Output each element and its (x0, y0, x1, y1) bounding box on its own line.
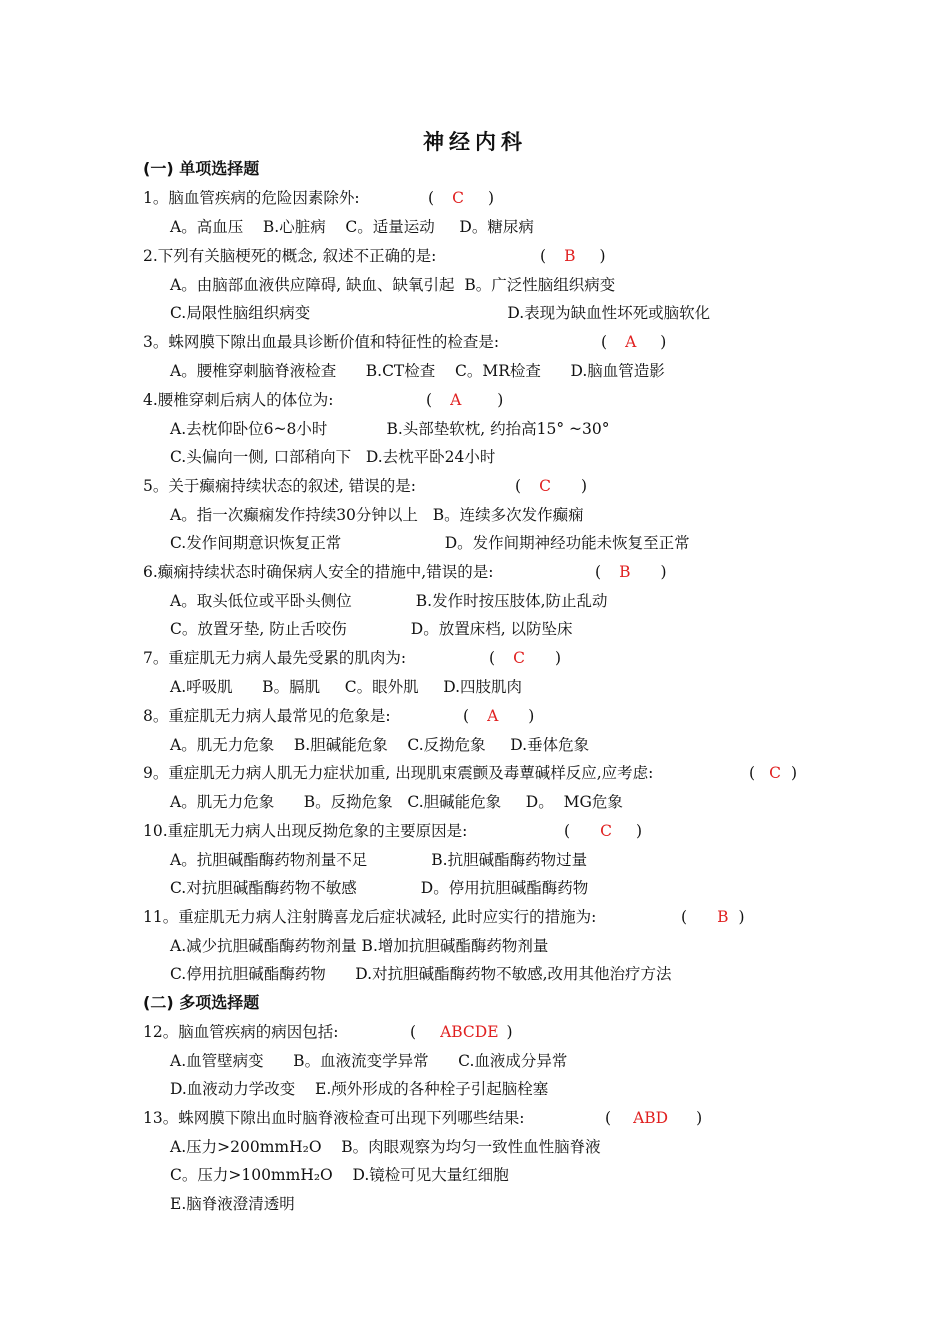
question-stem: 2.下列有关脑梗死的概念, 叙述不正确的是: ( B ) (143, 247, 606, 265)
option-line: A。腰椎穿刺脑脊液检查 B.CT检查 C。MR检查 D.脑血管造影 (170, 362, 665, 380)
option-line: A.去枕仰卧位6~8小时 B.头部垫软枕, 约抬高15° ~30° (170, 420, 610, 438)
question-stem: 9。重症肌无力病人肌无力症状加重, 出现肌束震颤及毒蕈碱样反应,应考虑: ( C ) (143, 764, 797, 782)
answer-key: A (487, 707, 499, 725)
option-line: C.发作间期意识恢复正常 D。发作间期神经功能未恢复至正常 (170, 534, 690, 552)
question-stem: 5。关于癫痫持续状态的叙述, 错误的是: ( C ) (143, 477, 587, 495)
section-heading-multiple-choice: (二) 多项选择题 (143, 993, 260, 1012)
question-stem: 10.重症肌无力病人出现反拗危象的主要原因是: ( C ) (143, 822, 642, 840)
answer-key: B (564, 247, 576, 265)
option-line: C。放置牙垫, 防止舌咬伤 D。放置床档, 以防坠床 (170, 620, 573, 638)
option-line: C。压力>100mmH₂O D.镜检可见大量红细胞 (170, 1166, 509, 1184)
option-line: C.头偏向一侧, 口部稍向下 D.去枕平卧24小时 (170, 448, 496, 466)
option-line: A.血管壁病变 B。血液流变学异常 C.血液成分异常 (170, 1052, 568, 1070)
answer-key: A (625, 333, 637, 351)
option-line: A。由脑部血液供应障碍, 缺血、缺氧引起 B。广泛性脑组织病变 (170, 276, 616, 294)
answer-key: C (539, 477, 551, 495)
option-line: C.对抗胆碱酯酶药物不敏感 D。停用抗胆碱酯酶药物 (170, 879, 589, 897)
answer-key: B (619, 563, 631, 581)
option-line: A。高血压 B.心脏病 C。适量运动 D。糖尿病 (170, 218, 534, 236)
option-line: A。取头低位或平卧头侧位 B.发作时按压肢体,防止乱动 (170, 592, 608, 610)
section-heading-single-choice: (一) 单项选择题 (143, 159, 260, 178)
question-stem: 6.癫痫持续状态时确保病人安全的措施中,错误的是: ( B ) (143, 563, 667, 581)
answer-key: ABCDE (440, 1023, 499, 1041)
option-line: A.呼吸肌 B。膈肌 C。眼外肌 D.四肢肌肉 (170, 678, 523, 696)
page-title: 神经内科 (423, 129, 527, 154)
option-line: D.血液动力学改变 E.颅外形成的各种栓子引起脑栓塞 (170, 1080, 549, 1098)
question-stem: 13。蛛网膜下隙出血时脑脊液检查可出现下列哪些结果: ( ABD ) (143, 1109, 703, 1127)
answer-key: C (600, 822, 612, 840)
question-stem: 8。重症肌无力病人最常见的危象是: ( A ) (143, 707, 535, 725)
option-line: A。抗胆碱酯酶药物剂量不足 B.抗胆碱酯酶药物过量 (170, 851, 588, 869)
question-stem: 12。脑血管疾病的病因包括: ( ABCDE ) (143, 1023, 513, 1041)
option-line: A。指一次癫痫发作持续30分钟以上 B。连续多次发作癫痫 (170, 506, 584, 524)
option-line: A.压力>200mmH₂O B。肉眼观察为均匀一致性血性脑脊液 (170, 1138, 601, 1156)
question-stem: 7。重症肌无力病人最先受累的肌肉为: ( C ) (143, 649, 561, 667)
option-line: A。肌无力危象 B.胆碱能危象 C.反拗危象 D.垂体危象 (170, 736, 590, 754)
option-line: C.停用抗胆碱酯酶药物 D.对抗胆碱酯酶药物不敏感,改用其他治疗方法 (170, 965, 672, 983)
question-stem: 11。重症肌无力病人注射腾喜龙后症状减轻, 此时应实行的措施为: ( B ) (143, 908, 745, 926)
option-line: C.局限性脑组织病变 D.表现为缺血性坏死或脑软化 (170, 304, 711, 322)
answer-key: C (769, 764, 781, 782)
question-stem: 4.腰椎穿刺后病人的体位为: ( A ) (143, 391, 504, 409)
question-stem: 3。蛛网膜下隙出血最具诊断价值和特征性的检查是: ( A ) (143, 333, 667, 351)
answer-key: C (513, 649, 525, 667)
question-stem: 1。脑血管疾病的危险因素除外: ( C ) (143, 189, 494, 207)
option-line: E.脑脊液澄清透明 (170, 1195, 295, 1213)
answer-key: ABD (633, 1109, 669, 1127)
option-line: A。肌无力危象 B。反拗危象 C.胆碱能危象 D。 MG危象 (170, 793, 623, 811)
answer-key: C (452, 189, 464, 207)
option-line: A.减少抗胆碱酯酶药物剂量 B.增加抗胆碱酯酶药物剂量 (170, 937, 549, 955)
answer-key: A (450, 391, 462, 409)
answer-key: B (717, 908, 729, 926)
